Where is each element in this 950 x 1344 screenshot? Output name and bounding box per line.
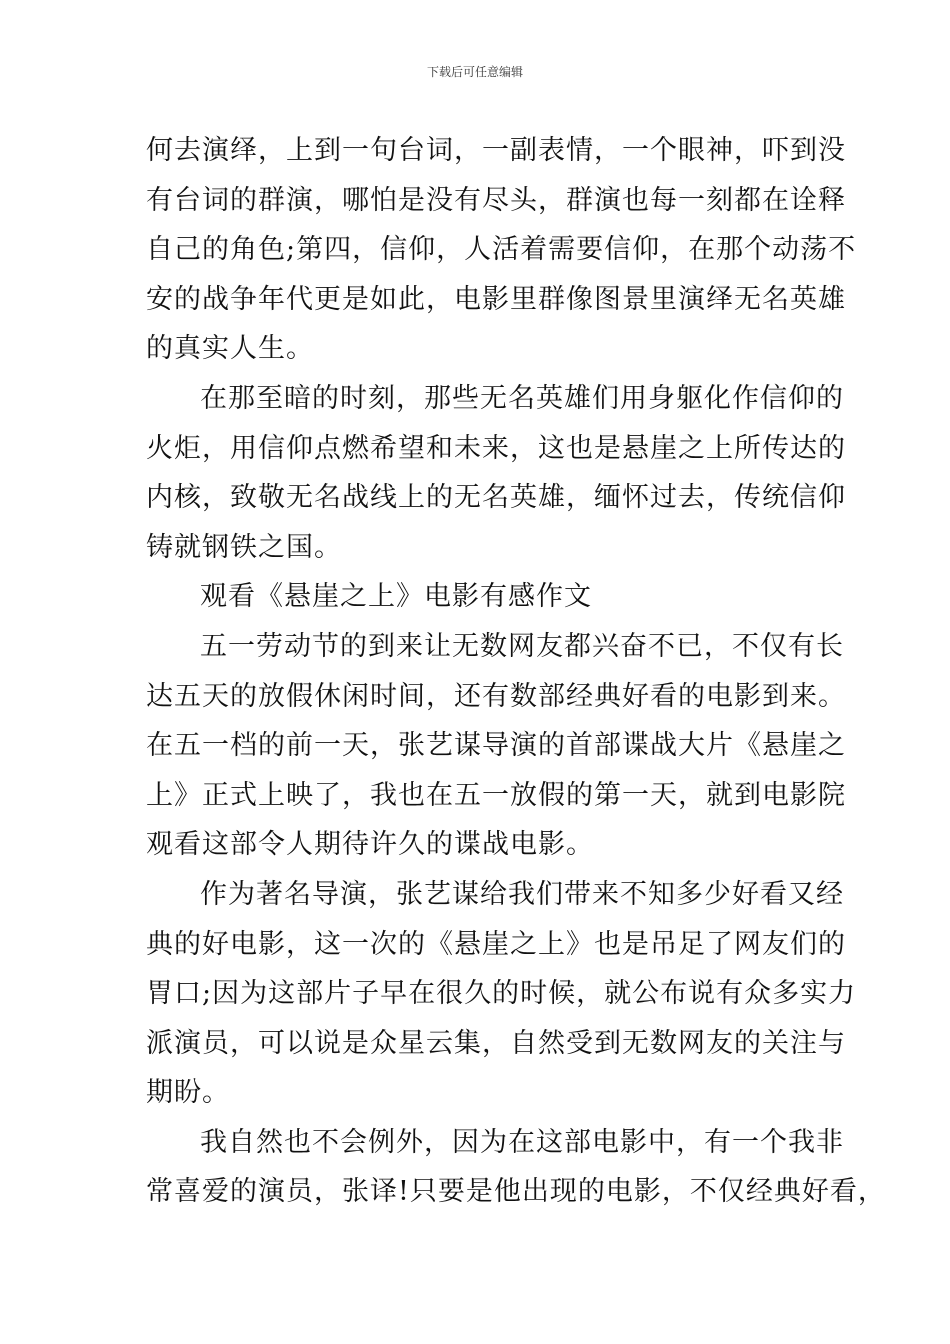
text-line: 典的好电影，这一次的《悬崖之上》也是吊足了网友们的 [146,928,846,960]
title-line: 观看《悬崖之上》电影有感作文 [200,581,592,613]
document-body [146,126,886,1217]
text-line: 内核，致敬无名战线上的无名英雄，缅怀过去，传统信仰 [146,482,846,514]
text-line: 作为著名导演，张艺谋给我们带来不知多少好看又经 [200,878,844,910]
page-header: 下载后可任意编辑 [426,65,523,79]
text-line: 我自然也不会例外，因为在这部电影中，有一个我非 [200,1126,844,1158]
section-title [146,572,812,622]
text-line: 何去演绎，上到一句台词，一副表情，一个眼神，吓到没 [146,135,846,166]
paragraph-4 [146,870,857,1118]
paragraph-2 [146,374,846,572]
text-line: 在五一档的前一天，张艺谋导演的首部谍战大片《悬崖之 [146,730,846,762]
text-line: 上》正式上映了，我也在五一放假的第一天，就到电影院 [146,779,846,811]
text-line: 在那至暗的时刻，那些无名英雄们用身躯化作信仰的 [200,382,844,414]
text-line: 期盼。 [146,1077,230,1109]
paragraph-1 [146,126,857,374]
text-line: 火炬，用信仰点燃希望和未来，这也是悬崖之上所传达的 [146,432,846,464]
text-line: 自己的角色;第四，信仰，人活着需要信仰，在那个动荡不 [146,234,857,266]
text-line: 胃口;因为这部片子早在很久的时候，就公布说有众多实力 [146,978,857,1010]
text-line: 铸就钢铁之国。 [146,531,342,563]
text-line: 的真实人生。 [146,333,314,365]
paragraph-5 [146,1118,886,1217]
text-line: 五一劳动节的到来让无数网友都兴奋不已，不仅有长 [200,630,844,662]
text-line: 常喜爱的演员，张译!只要是他出现的电影，不仅经典好看， [146,1176,886,1208]
text-line: 观看这部令人期待许久的谍战电影。 [146,829,594,861]
text-line: 达五天的放假休闲时间，还有数部经典好看的电影到来。 [146,680,846,712]
text-line: 派演员，可以说是众星云集，自然受到无数网友的关注与 [146,1027,846,1059]
text-line: 有台词的群演，哪怕是没有尽头，群演也每一刻都在诠释 [146,184,846,216]
paragraph-3 [146,622,846,870]
text-line: 安的战争年代更是如此，电影里群像图景里演绎无名英雄 [146,283,846,315]
